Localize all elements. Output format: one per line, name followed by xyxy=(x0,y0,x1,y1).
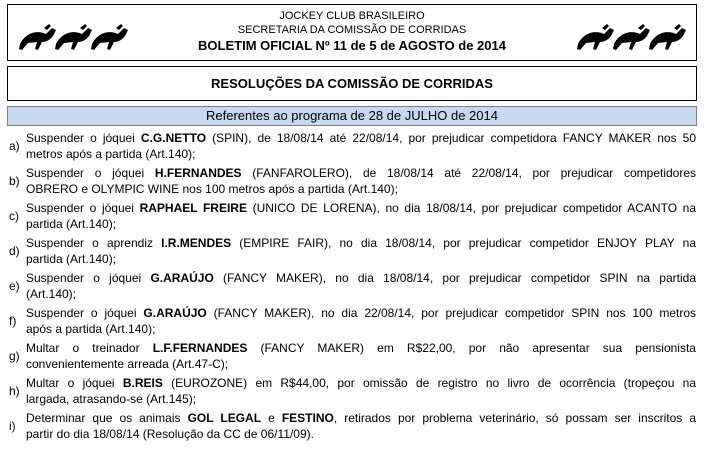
resolution-item xyxy=(7,375,697,410)
horse-name: GOL LEGAL xyxy=(187,411,262,425)
resolution-item xyxy=(7,165,697,200)
section-title: RESOLUÇÕES DA COMISSÃO DE CORRIDAS xyxy=(7,66,697,101)
jockey-name: C.G.NETTO xyxy=(140,131,207,145)
resolution-item xyxy=(7,235,697,270)
horse-name: FESTINO xyxy=(281,411,334,425)
resolution-item xyxy=(7,200,697,235)
jockey-name: RAPHAEL FREIRE xyxy=(139,201,247,215)
resolution-item xyxy=(7,410,697,445)
jockey-name: G.ARAÚJO xyxy=(150,271,214,285)
trainer-name: L.F.FERNANDES xyxy=(152,341,248,355)
item-text: Suspender o jóquei C.G.NETTO (SPIN), de 18/08/14 até 22/08/14, por prejudicar competidora FANCY MAKER nos 50 metros após a partida (Art.140); xyxy=(26,131,697,161)
department-name: SECRETARIA DA COMISSÃO DE CORRIDAS xyxy=(237,24,467,36)
item-text: Suspender o jóquei RAPHAEL FREIRE (UNICO DE LORENA), no dia 18/08/14, por prejudicar competidor ACANTO na partida (Art.140); xyxy=(26,201,696,231)
racing-horses-icon xyxy=(574,18,688,52)
item-letter: c) xyxy=(9,209,19,223)
item-letter: f) xyxy=(9,314,17,328)
bulletin-title: BOLETIM OFICIAL Nº 11 de 5 de AGOSTO de 2014 xyxy=(198,38,506,53)
item-letter: b) xyxy=(9,174,20,188)
item-text: Suspender o jóquei G.ARAÚJO (FANCY MAKER), no dia 22/08/14, por prejudicar competidor SPIN nos 100 metros após a partida (Art.140); xyxy=(26,306,697,336)
resolution-item xyxy=(7,130,697,165)
jockey-name: H.FERNANDES xyxy=(154,166,242,180)
bulletin-header xyxy=(7,4,697,61)
jockey-name: G.ARAÚJO xyxy=(143,306,207,320)
item-text: Multar o treinador L.F.FERNANDES (FANCY MAKER) em R$22,00, por não apresentar sua pensionista convenientemente arreada (Art.47-C); xyxy=(26,341,696,371)
jockey-name: B.REIS xyxy=(122,376,163,390)
resolution-item xyxy=(7,270,697,305)
program-reference: Referentes ao programa de 28 de JULHO de 2014 xyxy=(7,106,697,126)
item-letter: i) xyxy=(9,419,16,433)
resolution-item xyxy=(7,340,697,375)
item-letter: a) xyxy=(9,139,20,153)
item-text: Determinar que os animais GOL LEGAL e FESTINO, retirados por problema veterinário, só possam ser inscritos a partir do dia 18/08/14 (Resolução da CC de 06/11/09). xyxy=(26,411,697,441)
item-text: Multar o jóquei B.REIS (EUROZONE) em R$44,00, por omissão de registro no livro de ocorrência (tropeçou na largada, atrasando-se (Art.145); xyxy=(26,376,696,406)
item-text: Suspender o jóquei H.FERNANDES (FANFAROLERO), de 18/08/14 até 22/08/14, por prejudicar competidores OBRERO e OLYMPIC WINE nos 100 metros após a partida (Art.140); xyxy=(26,166,697,196)
item-letter: d) xyxy=(9,244,20,258)
resolution-list xyxy=(7,130,697,445)
apprentice-name: I.R.MENDES xyxy=(161,236,232,250)
item-text: Suspender o jóquei G.ARAÚJO (FANCY MAKER), no dia 18/08/14, por prejudicar competidor SPIN na partida (Art.140); xyxy=(26,271,696,301)
resolution-item xyxy=(7,305,697,340)
item-text: Suspender o aprendiz I.R.MENDES (EMPIRE FAIR), no dia 18/08/14, por prejudicar competidor ENJOY PLAY na partida (Art.140); xyxy=(26,236,697,266)
item-letter: e) xyxy=(9,279,20,293)
organization-name: JOCKEY CLUB BRASILEIRO xyxy=(279,10,425,22)
item-letter: h) xyxy=(9,384,20,398)
item-letter: g) xyxy=(9,349,20,363)
